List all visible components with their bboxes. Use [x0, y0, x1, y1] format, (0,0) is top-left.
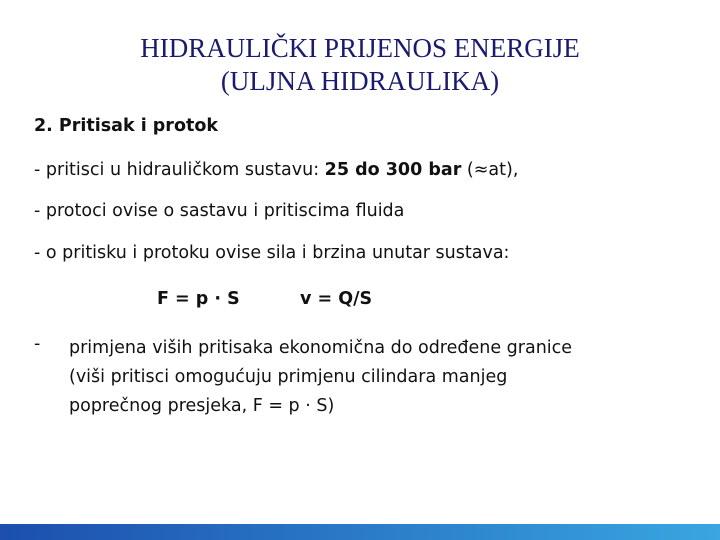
paragraph-dash: - [34, 334, 41, 354]
formula-velocity: v = Q/S [300, 289, 373, 309]
slide-title-line-1: HIDRAULIČKI PRIJENOS ENERGIJE [140, 33, 580, 63]
paragraph-line-1: primjena viših pritisaka ekonomična do određene granice [69, 338, 573, 358]
bullet-text-suffix: (≈at), [461, 160, 519, 180]
paragraph-line-2: (viši pritisci omogućuju primjenu cilindara manjeg [69, 367, 508, 387]
bullet-flow-dependency [34, 201, 404, 221]
bullet-dash: - [34, 201, 41, 221]
footer-gradient-bar [0, 524, 720, 540]
bullet-dash: - [34, 160, 41, 180]
bullet-pressure-range [34, 160, 518, 180]
bullet-text: o pritisku i protoku ovise sila i brzina unutar sustava: [40, 243, 510, 263]
bullet-force-speed [34, 243, 509, 263]
bullet-dash: - [34, 243, 41, 263]
bullet-text: pritisci u hidrauličkom sustavu: [40, 160, 325, 180]
paragraph-higher-pressure [69, 334, 572, 421]
slide-title [0, 32, 720, 98]
paragraph-line-3: poprečnog presjeka, F = p · S) [69, 396, 335, 416]
bullet-text: protoci ovise o sastavu i pritiscima fluida [40, 201, 405, 221]
slide-title-line-2: (ULJNA HIDRAULIKA) [220, 66, 500, 96]
pressure-range-value: 25 do 300 bar [324, 160, 462, 180]
section-heading: 2. Pritisak i protok [34, 116, 218, 136]
formula-force: F = p · S [157, 289, 240, 309]
